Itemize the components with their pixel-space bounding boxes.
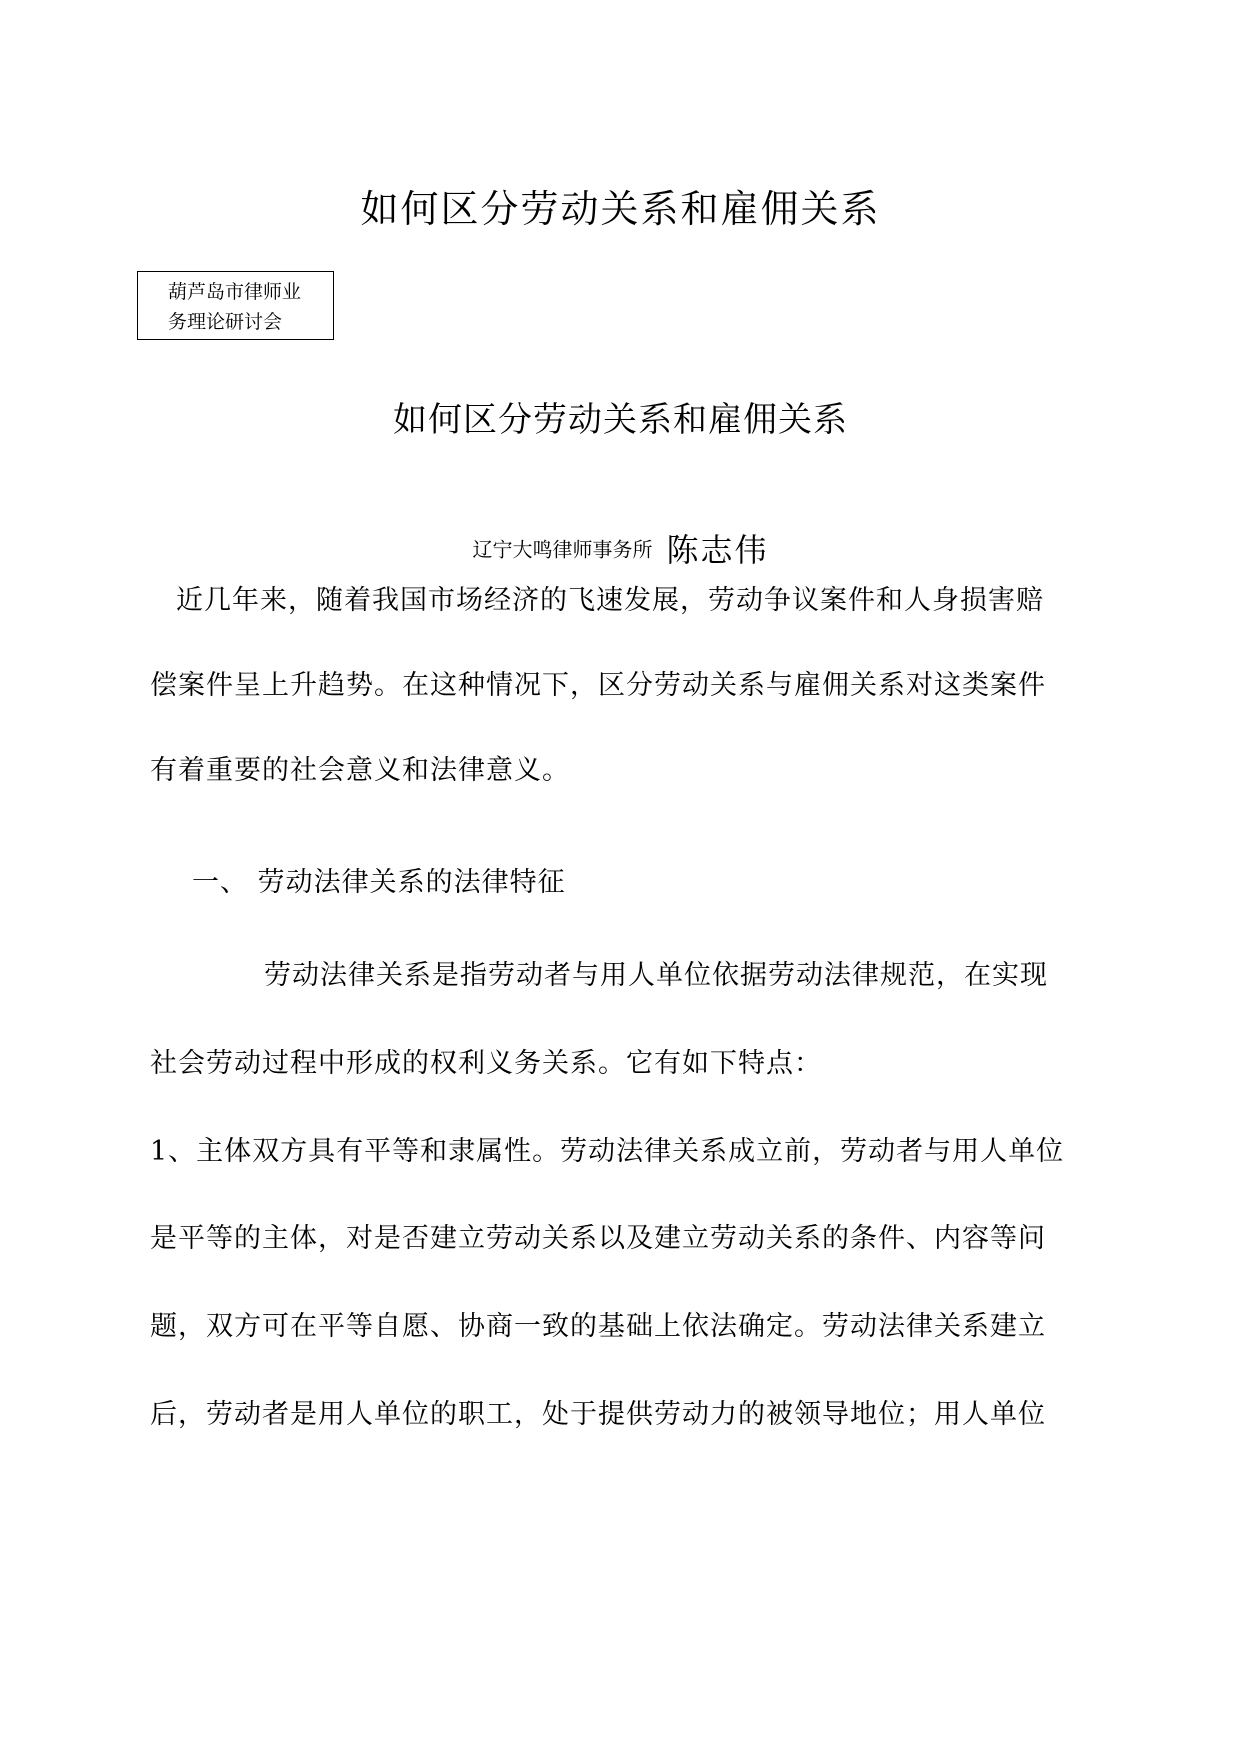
document-title: 如何区分劳动关系和雇佣关系 bbox=[360, 187, 881, 231]
law-firm: 辽宁大鸣律师事务所 bbox=[472, 537, 653, 562]
body-line: 题，双方可在平等自愿、协商一致的基础上依法确定。劳动法律关系建立 bbox=[150, 1311, 1046, 1342]
byline bbox=[0, 525, 1241, 571]
body-line: 有着重要的社会意义和法律意义。 bbox=[150, 755, 570, 786]
author-name: 陈志伟 bbox=[666, 531, 769, 569]
body-line: 1、主体双方具有平等和隶属性。劳动法律关系成立前，劳动者与用人单位 bbox=[150, 1136, 1065, 1167]
body-line: 社会劳动过程中形成的权利义务关系。它有如下特点： bbox=[150, 1048, 822, 1079]
body-line: 劳动法律关系是指劳动者与用人单位依据劳动法律规范，在实现 bbox=[264, 960, 1048, 991]
body-line: 后，劳动者是用人单位的职工，处于提供劳动力的被领导地位；用人单位 bbox=[150, 1399, 1046, 1430]
seminar-box bbox=[137, 271, 334, 340]
seminar-box-line-2: 务理论研讨会 bbox=[168, 311, 283, 333]
body-line: 是平等的主体，对是否建立劳动关系以及建立劳动关系的条件、内容等问 bbox=[150, 1223, 1046, 1254]
body-line: 近几年来，随着我国市场经济的飞速发展，劳动争议案件和人身损害赔 bbox=[176, 585, 1044, 616]
section-heading: 一、 劳动法律关系的法律特征 bbox=[192, 867, 566, 898]
body-line: 偿案件呈上升趋势。在这种情况下，区分劳动关系与雇佣关系对这类案件 bbox=[150, 670, 1046, 701]
seminar-box-line-1: 葫芦岛市律师业 bbox=[168, 281, 302, 303]
article-title: 如何区分劳动关系和雇佣关系 bbox=[393, 400, 848, 440]
